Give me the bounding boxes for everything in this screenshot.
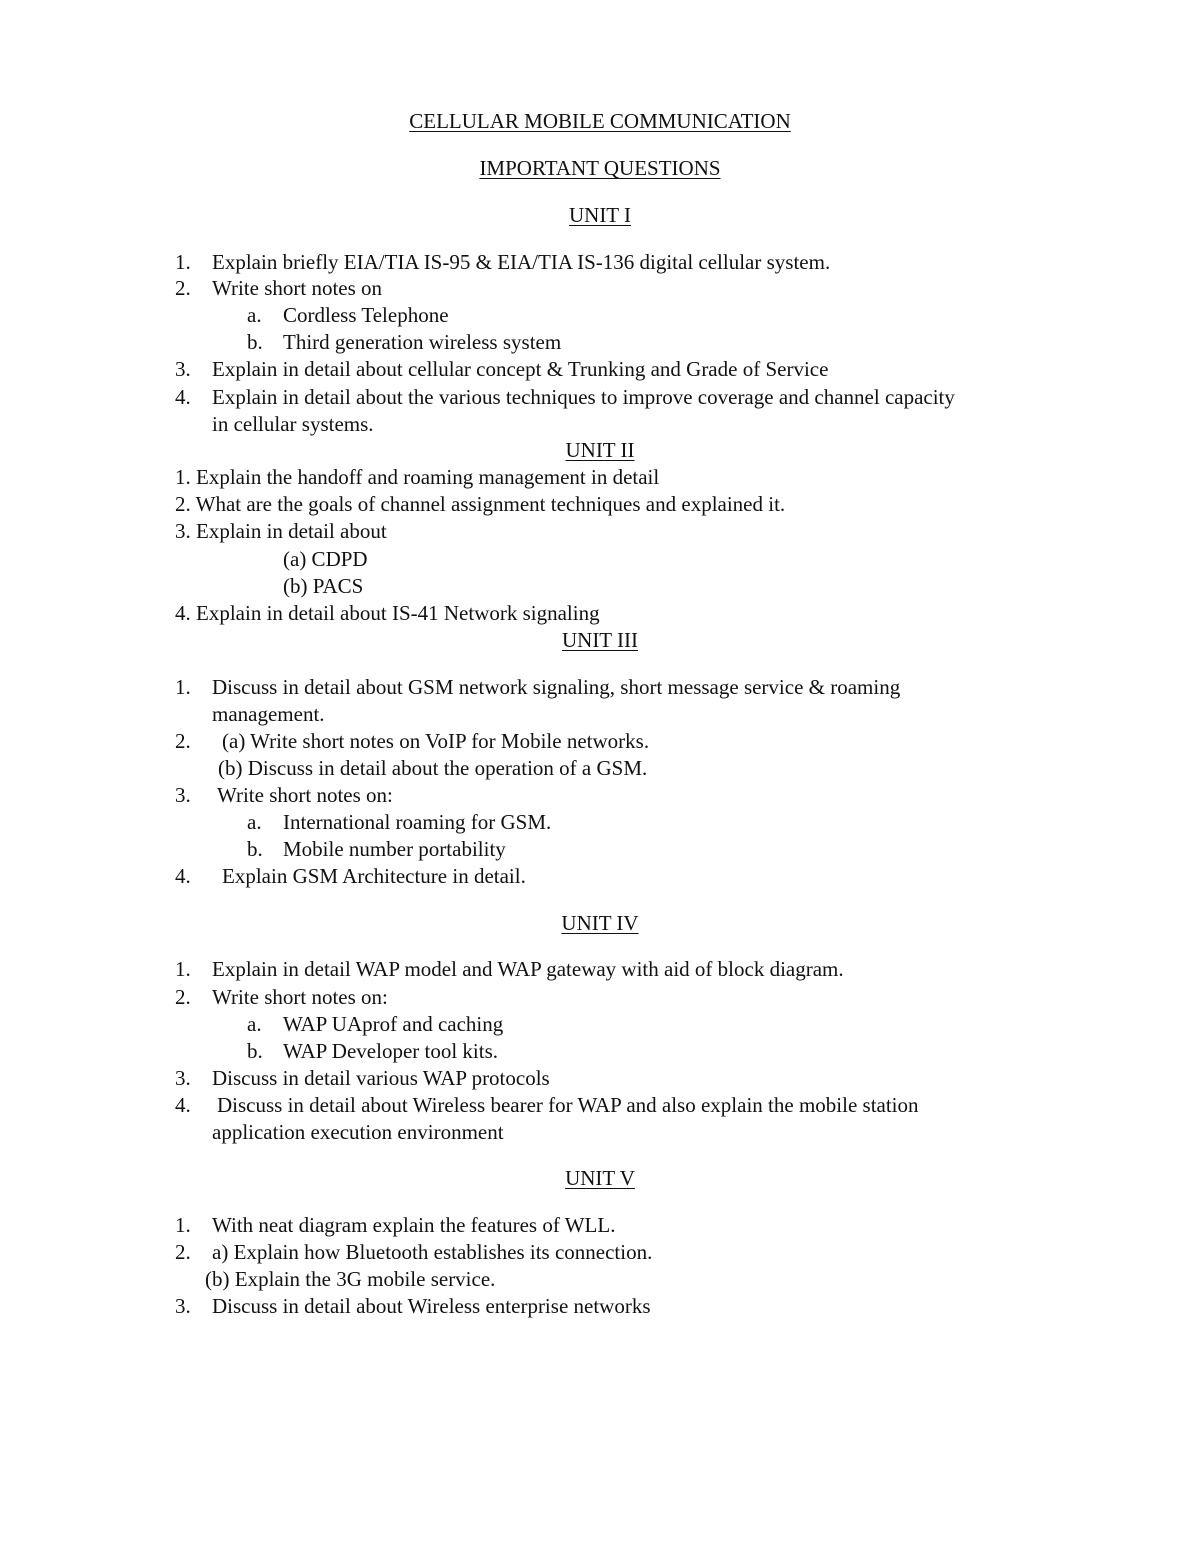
question-text: Discuss in detail about Wireless enterprise networks [212,1294,651,1318]
sub-list-letter: a. [247,303,262,327]
list-number: 1. [175,250,191,274]
sub-list-letter: a. [247,1012,262,1036]
list-number: 2. [175,1240,191,1264]
question-text: Explain in detail about the various techniques to improve coverage and channel capacity [212,385,955,409]
question-text: (a) Write short notes on VoIP for Mobile networks. [222,729,650,753]
list-number: 1. [175,1213,191,1237]
unit-3-heading: UNIT III [561,628,638,652]
sub-question-text: (b) PACS [283,574,364,598]
unit-2-heading: UNIT II [565,438,635,462]
list-number: 4. [175,1093,191,1117]
sub-question-text: Mobile number portability [283,837,506,861]
question-text-continued: application execution environment [212,1120,504,1144]
list-number: 3. [175,357,191,381]
sub-list-letter: a. [247,810,262,834]
unit-5-heading: UNIT V [565,1166,635,1190]
sub-list-letter: b. [247,837,263,861]
question-text: 1. Explain the handoff and roaming management in detail [175,465,660,489]
unit-1-heading: UNIT I [568,203,631,227]
list-number: 3. [175,783,191,807]
question-text: Write short notes on: [217,783,393,807]
list-number: 2. [175,729,191,753]
document-subtitle: IMPORTANT QUESTIONS [479,156,721,180]
question-text: Discuss in detail various WAP protocols [212,1066,550,1090]
list-number: 3. [175,1066,191,1090]
sub-list-letter: b. [247,330,263,354]
sub-question-text: (a) CDPD [283,547,368,571]
list-number: 4. [175,385,191,409]
question-text: Discuss in detail about Wireless bearer for WAP and also explain the mobile station [217,1093,919,1117]
question-text: With neat diagram explain the features of WLL. [212,1213,616,1237]
question-text: Explain in detail about cellular concept & Trunking and Grade of Service [212,357,829,381]
question-text: Write short notes on [212,276,383,300]
question-text: Explain in detail WAP model and WAP gateway with aid of block diagram. [212,957,844,981]
question-text: a) Explain how Bluetooth establishes its connection. [212,1240,653,1264]
question-text: Write short notes on: [212,985,388,1009]
sub-question-text: WAP Developer tool kits. [283,1039,499,1063]
question-text: (b) Discuss in detail about the operation of a GSM. [218,756,648,780]
list-number: 1. [175,957,191,981]
sub-question-text: International roaming for GSM. [283,810,552,834]
question-text: (b) Explain the 3G mobile service. [205,1267,496,1291]
sub-question-text: WAP UAprof and caching [283,1012,504,1036]
question-text: Explain GSM Architecture in detail. [222,864,526,888]
list-number: 1. [175,675,191,699]
question-text: 2. What are the goals of channel assignment techniques and explained it. [175,492,786,516]
list-number: 2. [175,985,191,1009]
list-number: 3. [175,1294,191,1318]
sub-question-text: Third generation wireless system [283,330,562,354]
unit-4-heading: UNIT IV [561,911,639,935]
sub-question-text: Cordless Telephone [283,303,449,327]
list-number: 4. [175,864,191,888]
question-text: 4. Explain in detail about IS-41 Network signaling [175,601,600,625]
sub-list-letter: b. [247,1039,263,1063]
question-text: Discuss in detail about GSM network signaling, short message service & roaming [212,675,901,699]
list-number: 2. [175,276,191,300]
question-text-continued: management. [212,702,325,726]
document-title: CELLULAR MOBILE COMMUNICATION [409,109,791,133]
question-text: 3. Explain in detail about [175,519,387,543]
question-text-continued: in cellular systems. [212,412,374,436]
question-text: Explain briefly EIA/TIA IS-95 & EIA/TIA IS-136 digital cellular system. [212,250,831,274]
